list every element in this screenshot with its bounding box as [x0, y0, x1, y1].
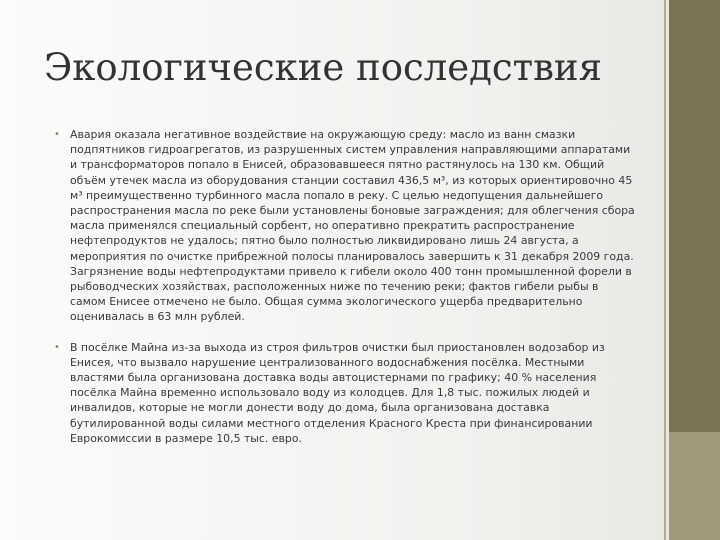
- bullet-text: В посёлке Майна из-за выхода из строя фильтров очистки был приостановлен водозабор из Енисея, что вызвало нарушение централизованного водоснабжения посёлка. Местными властями была организована доставка воды автоцистернами по графику; 40 % населения посёлка Майна временно использовало воду из колодцев. Для 1,8 тыс. пожилых людей и инвалидов, которые не могли донести воду до дома, была организована доставка бутилированной воды силами местного отделения Красного Креста при финансировании Еврокомиссии в размере 10,5 тыс. евро.: [70, 340, 605, 445]
- sidebar-divider-line: [664, 0, 666, 540]
- bullet-list: [48, 127, 636, 446]
- bullet-marker: •: [54, 129, 60, 140]
- sidebar-decoration-bottom: [669, 432, 720, 540]
- sidebar-decoration-top: [669, 0, 720, 432]
- bullet-marker: •: [54, 341, 60, 353]
- bullet-item-oil-spill: [48, 127, 636, 325]
- slide-title: Экологические последствия: [44, 46, 602, 89]
- bullet-item-water-supply: [48, 340, 636, 446]
- bullet-text: Авария оказала негативное воздействие на окружающую среду: масло из ванн смазки подпятников гидроагрегатов, из разрушенных систем управления направляющими аппаратами и трансформаторов попало в Енисей, образовавшееся пятно растянулось на 130 км. Общий объём утечек масла из оборудования станции составил 436,5 м³, из которых ориентировочно 45 м³ преимущественно турбинного масла попало в реку. С целью недопущения дальнейшего распространения масла по реке были установлены боновые заграждения; для облегчения сбора масла применялся специальный сорбент, но оперативно прекратить распространение нефтепродуктов не удалось; пятно было полностью ликвидировано лишь 24 августа, а мероприятия по очистке прибрежной полосы планировалось завершить к 31 декабря 2009 года. Загрязнение воды нефтепродуктами привело к гибели около 400 тонн промышленной форели в рыбоводческих хозяйствах, расположенных ниже по течению реки; фактов гибели рыбы в самом Енисее отмечено не было. Общая сумма экологического ущерба предварительно оценивалась в 63 млн рублей.: [70, 128, 635, 324]
